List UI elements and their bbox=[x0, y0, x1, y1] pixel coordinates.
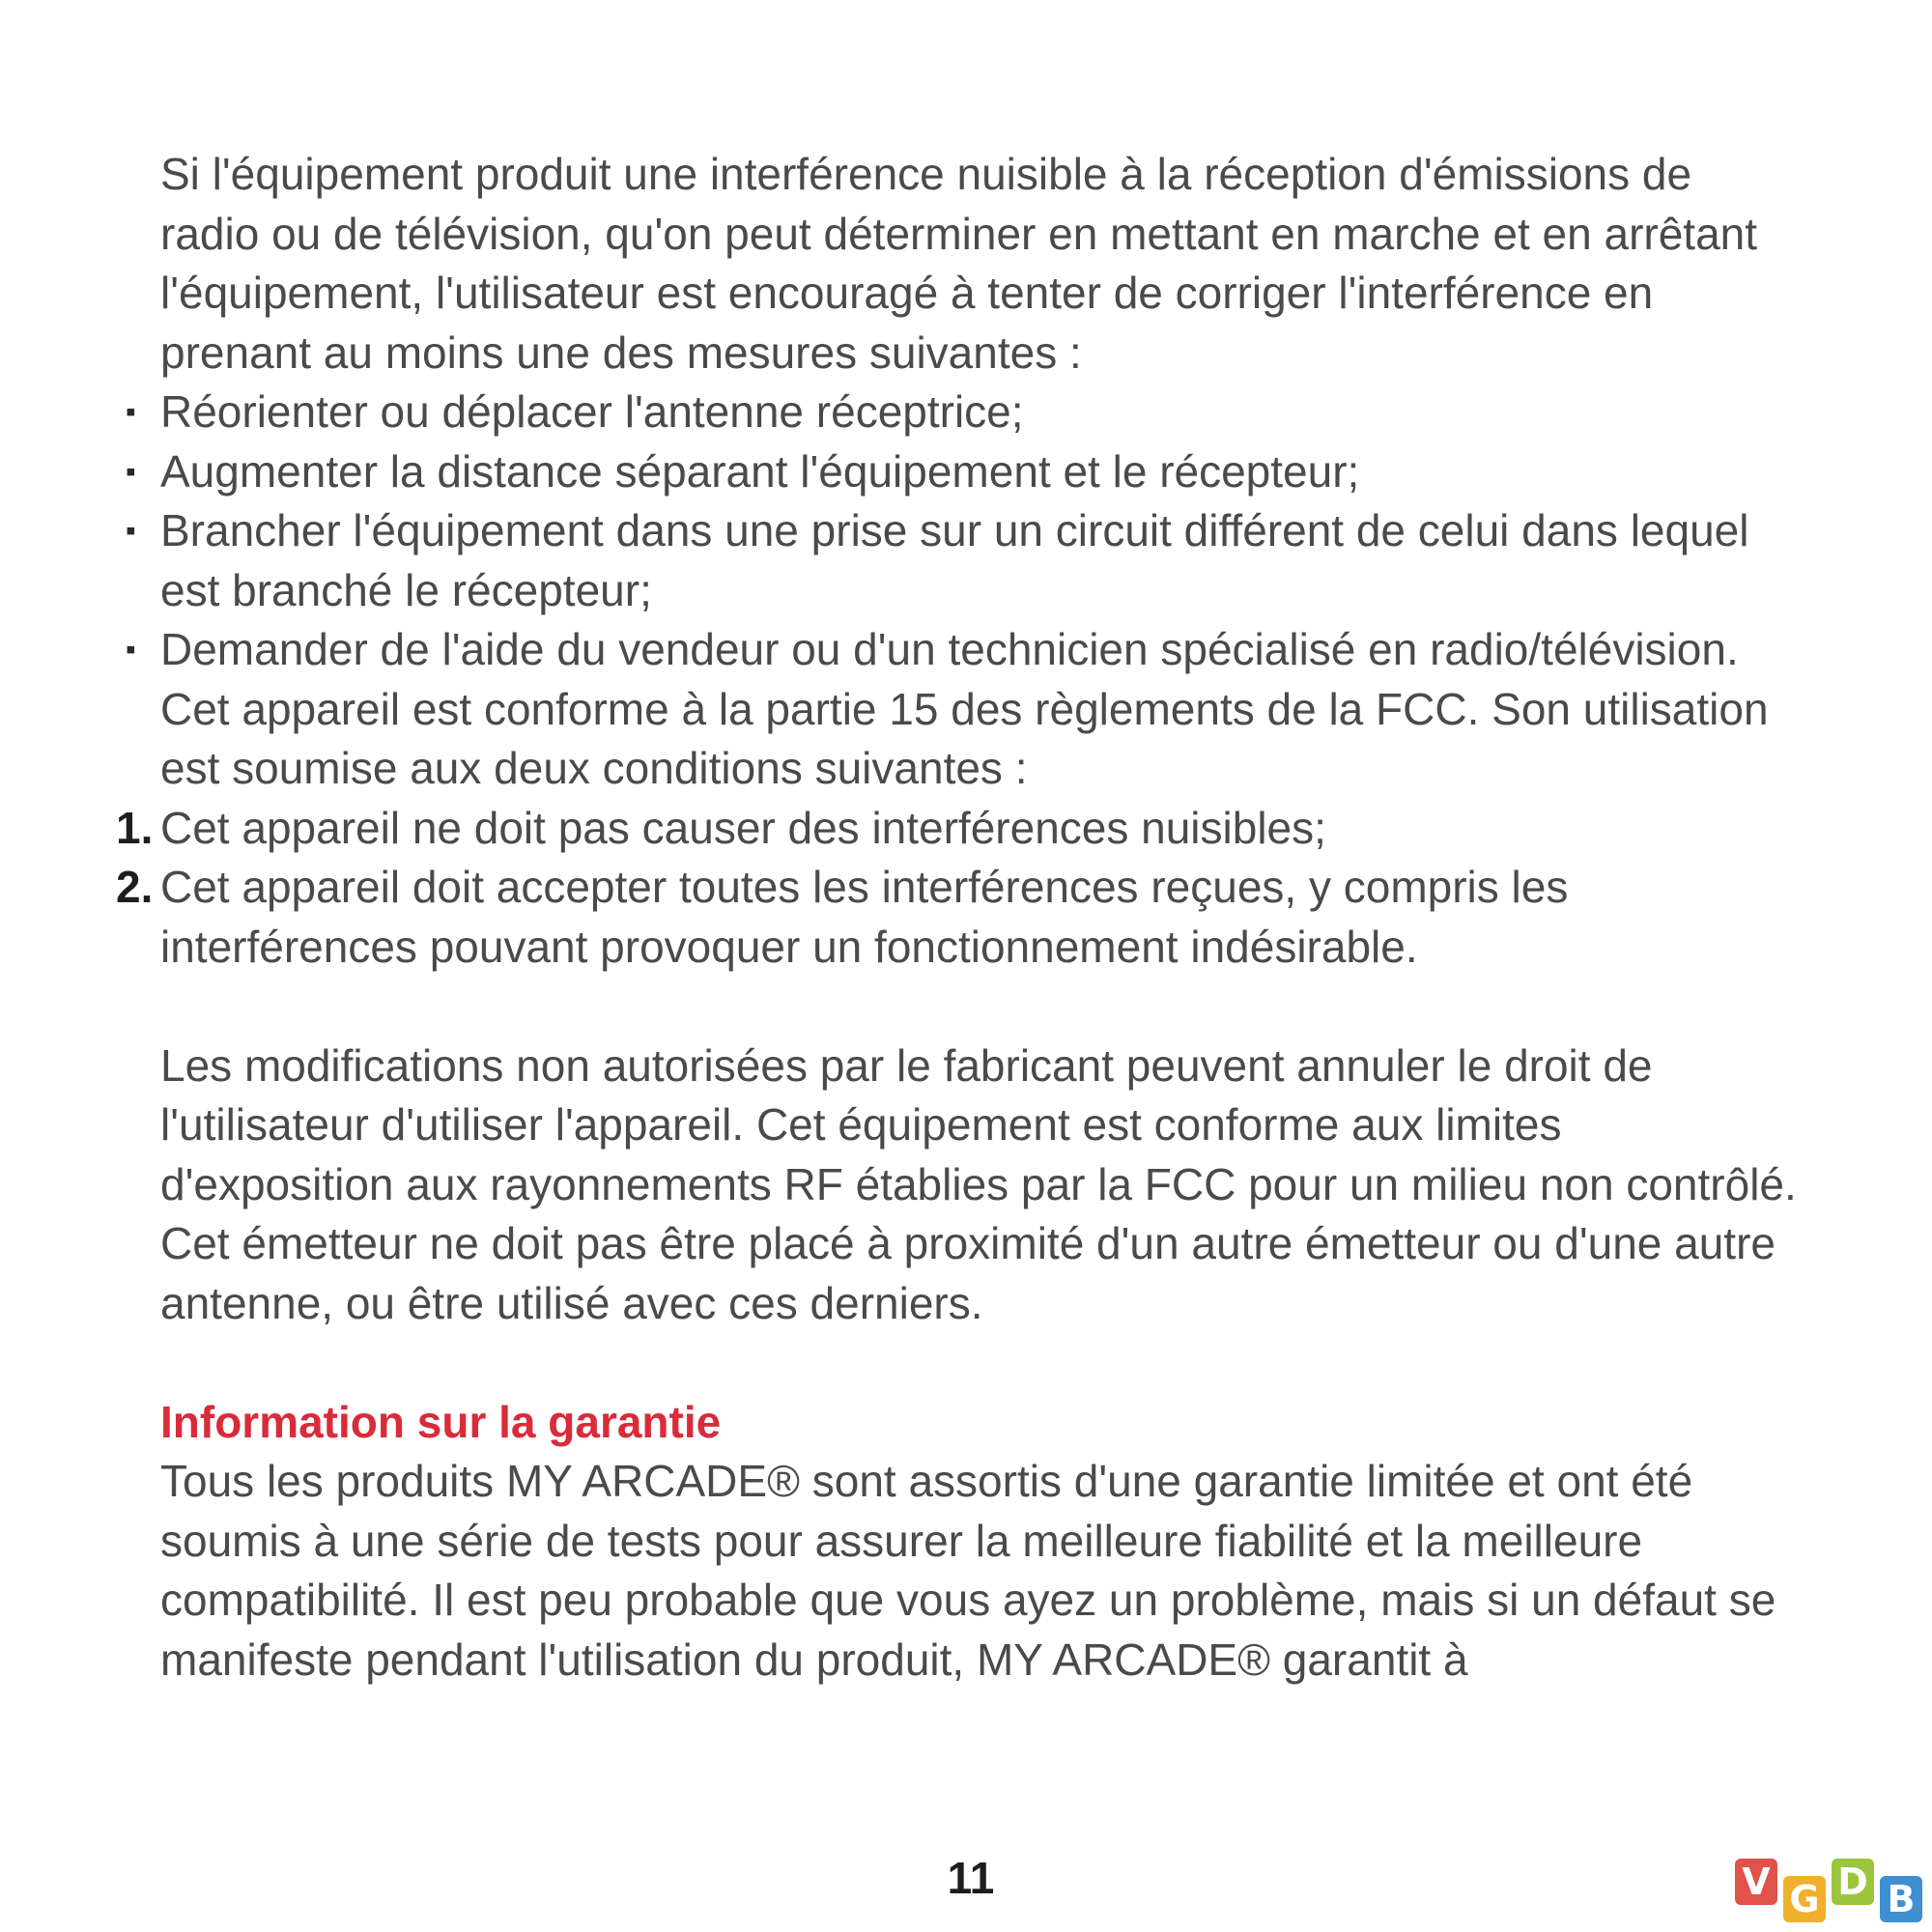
condition-text: Cet appareil ne doit pas causer des interférences nuisibles; bbox=[160, 802, 1326, 853]
condition-numbered-item bbox=[116, 799, 1797, 859]
measure-bullet-item bbox=[116, 501, 1797, 620]
measure-bullet-item bbox=[116, 620, 1797, 680]
measure-bullet-item bbox=[116, 383, 1797, 442]
number-marker: 2. bbox=[116, 862, 154, 912]
watermark-letter-b: B bbox=[1880, 1876, 1922, 1922]
page-number: 11 bbox=[947, 1853, 995, 1903]
bullet-marker: ▪ bbox=[126, 396, 136, 428]
bullet-marker: ▪ bbox=[126, 515, 136, 547]
spacer bbox=[116, 977, 1797, 1037]
bullet-marker: ▪ bbox=[126, 634, 136, 666]
measure-bullet-item bbox=[116, 442, 1797, 502]
fcc-conformity-paragraph: Cet appareil est conforme à la partie 15 des règlements de la FCC. Son utilisation est soumise aux deux conditions suivantes : bbox=[160, 683, 1769, 793]
measure-text: Demander de l'aide du vendeur ou d'un technicien spécialisé en radio/télévision. bbox=[160, 624, 1739, 674]
measure-text: Augmenter la distance séparant l'équipement et le récepteur; bbox=[160, 445, 1360, 497]
measure-text: Réorienter ou déplacer l'antenne réceptrice; bbox=[160, 386, 1024, 437]
spacer bbox=[116, 1333, 1797, 1393]
number-marker: 1. bbox=[116, 802, 154, 853]
bullet-marker: ▪ bbox=[126, 455, 136, 488]
warranty-paragraph: Tous les produits MY ARCADE® sont assortis d'une garantie limitée et ont été soumis à une série de tests pour assurer la meilleure fiabilité et la meilleure compatibilité. Il est peu probable que vous ayez un problème, mais si un défaut se manifeste pendant l'utilisation du produit, MY ARCADE® garantit à bbox=[160, 1456, 1776, 1685]
vgdb-watermark-logo bbox=[1735, 1855, 1928, 1928]
modifications-paragraph: Les modifications non autorisées par le fabricant peuvent annuler le droit de l'utilisateur d'utiliser l'appareil. Cet équipement est conforme aux limites d'exposition aux rayonnements RF établies par la FCC pour un milieu non contrôlé. Cet émetteur ne doit pas être placé à proximité d'un autre émetteur ou d'une autre antenne, ou être utilisé avec ces derniers. bbox=[160, 1039, 1797, 1328]
measure-text: Brancher l'équipement dans une prise sur un circuit différent de celui dans lequel est branché le récepteur; bbox=[160, 505, 1749, 615]
watermark-letter-g: G bbox=[1783, 1876, 1826, 1922]
watermark-letter-d: D bbox=[1832, 1859, 1874, 1905]
watermark-letter-v: V bbox=[1735, 1859, 1777, 1905]
interference-intro-paragraph: Si l'équipement produit une interférence nuisible à la réception d'émissions de radio ou de télévision, qu'on peut déterminer en mettant en marche et en arrêtant l'équipement, l'utilisateur est encouragé à tenter de corriger l'interférence en prenant au moins une des mesures suivantes : bbox=[160, 149, 1758, 378]
page-content bbox=[116, 145, 1797, 1690]
condition-text: Cet appareil doit accepter toutes les interférences reçues, y compris les interférences pouvant provoquer un fonctionnement indésirable. bbox=[160, 862, 1569, 972]
condition-numbered-item bbox=[116, 858, 1797, 977]
warranty-heading: Information sur la garantie bbox=[160, 1396, 722, 1447]
